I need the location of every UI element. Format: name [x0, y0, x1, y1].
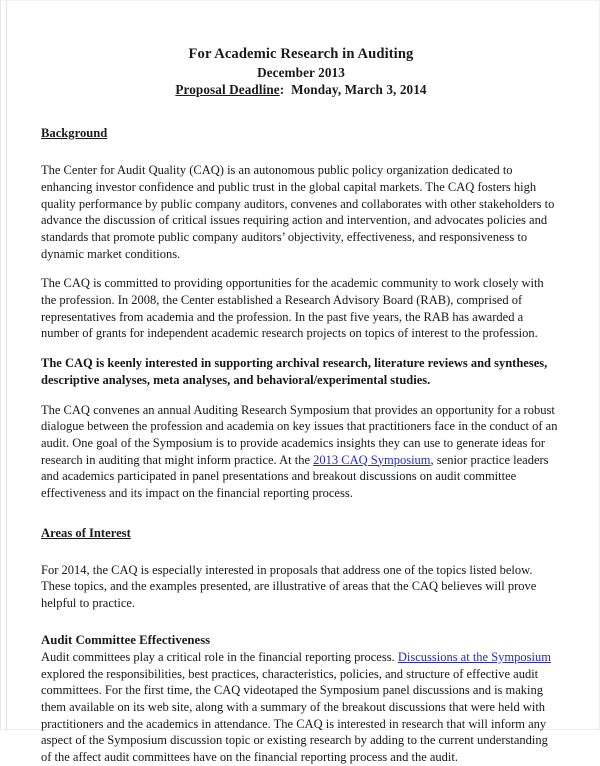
areas-of-interest-section	[41, 522, 561, 542]
document-header	[41, 1, 561, 98]
spacer	[41, 389, 561, 402]
section-heading-areas-of-interest: Areas of Interest	[41, 525, 131, 540]
background-paragraph-2: The CAQ is committed to providing opportunities for the academic community to work closely with the profession. In 2008, the Center established a Research Advisory Board (RAB), comprised of representatives from academia and the profession. In the past five years, the RAB has awarded a number of grants for independent academic research projects on topics of interest to the profession.	[41, 276, 544, 341]
background-section	[41, 98, 561, 142]
spacer	[41, 342, 561, 355]
proposal-deadline-value: Monday, March 3, 2014	[291, 82, 427, 98]
symposium-text-before-link: The CAQ convenes an annual Auditing Research Symposium that provides an opportunity for a robust dialogue between the profession and academia on key issues that practitioners face in the conduct of an audit. One goal of the Symposium is to provide academics insights they can use to generate ideas for research in auditing that might inform practice. At the	[41, 402, 558, 467]
link-discussions-at-the-symposium[interactable]: Discussions at the Symposium	[397, 649, 551, 664]
document-content-area	[41, 1, 561, 766]
spacer	[41, 262, 561, 275]
proposal-deadline-separator: :	[279, 82, 285, 98]
symposium-text-after-link: , senior practice leaders and academics participated in panel presentations and breakout discussions on audit committee effectiveness and its impact on the financial reporting process.	[41, 452, 549, 500]
spacer	[41, 142, 561, 162]
background-paragraph-1: The Center for Audit Quality (CAQ) is an autonomous public policy organization dedicated to enhancing investor confidence and public trust in the global capital markets. The CAQ fosters high quality performance by public company auditors, convenes and collaborates with other stakeholders to advance the discussion of critical issues requiring action and intervention, and advocates policies and standards that promote public company auditors’ objectivity, effectiveness, and responsiveness to dynamic market conditions.	[41, 163, 555, 261]
background-paragraph-3-emphasis: The CAQ is keenly interested in supporting archival research, literature reviews and syntheses, descriptive analyses, meta analyses, and behavioral/experimental studies.	[41, 356, 548, 387]
document-date: December 2013	[257, 64, 345, 80]
audit-committee-effectiveness-paragraph	[41, 649, 561, 766]
proposal-deadline-label: Proposal Deadline	[175, 82, 280, 98]
symposium-paragraph	[41, 402, 561, 502]
areas-of-interest-paragraph-1: For 2014, the CAQ is especially interested in proposals that address one of the topics listed below. These topics, and the examples presented, are illustrative of areas that the CAQ believes will prove helpful to practice.	[41, 562, 537, 611]
spacer	[41, 612, 561, 632]
spacer	[41, 502, 561, 522]
spacer	[41, 542, 561, 562]
link-2013-caq-symposium[interactable]: 2013 CAQ Symposium	[313, 452, 431, 467]
section-heading-background: Background	[41, 126, 108, 141]
subsection-heading-audit-committee-effectiveness: Audit Committee Effectiveness	[41, 632, 211, 647]
page-edge-artifact	[6, 1, 7, 731]
audit-committee-text-before-link: Audit committees play a critical role in the financial reporting process.	[41, 649, 398, 664]
proposal-deadline-line	[41, 81, 561, 98]
document-title: For Academic Research in Auditing	[188, 46, 414, 62]
audit-committee-text-after-link: explored the responsibilities, best practices, characteristics, policies, and structure of effective audit committees. For the first time, the CAQ videotaped the Symposium panel discussions and is making them available on its web site, along with a summary of the breakout discussions that were held with practitioners and the academics in attendance. The CAQ is interested in research that will inform any aspect of the Symposium discussion topic or existing research by adding to the current understanding of the affect audit committees have on the financial reporting process and the audit.	[41, 666, 548, 765]
